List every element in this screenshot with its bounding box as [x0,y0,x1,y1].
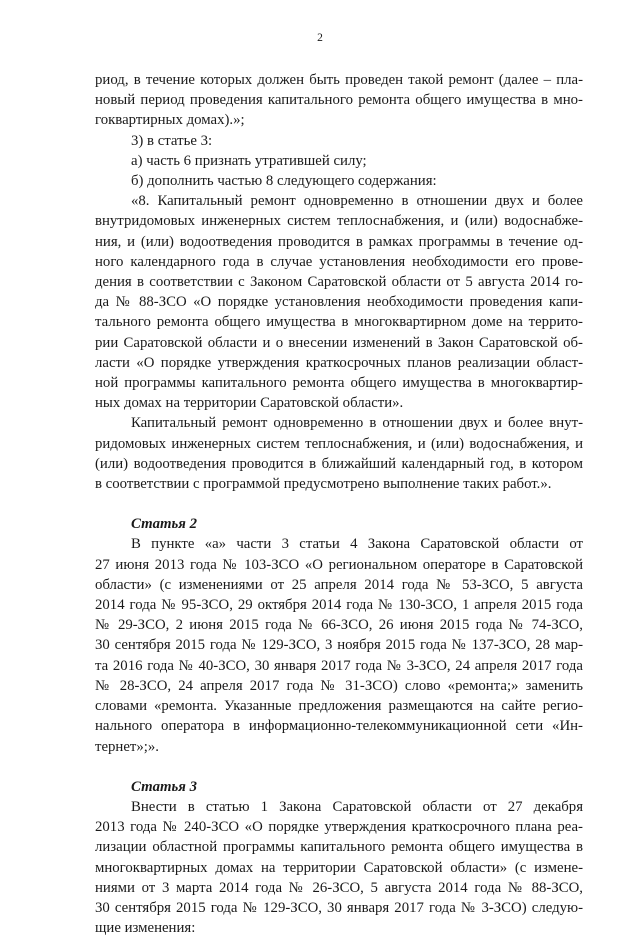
text-line: области» (с изменениями от 25 апреля 2014 года № 53-ЗСО, 5 августа [95,576,583,593]
text-line: риод, в течение которых должен быть проведен такой ремонт (далее – пла- [95,72,583,88]
text-line: ных домах на территории Саратовской области». [95,395,404,412]
list-item-3a: а) часть 6 признать утратившей силу; [131,152,367,169]
text-line: 2013 года № 240-ЗСО «О порядке утверждения краткосрочного плана реа- [95,819,583,836]
text-line: В пункте «а» части 3 статьи 4 Закона Саратовской области от [131,536,583,553]
text-line: лизации областной программы капитального ремонта общего имущества в [95,839,583,856]
article-3-body [95,797,583,938]
text-line: 27 июня 2013 года № 103-ЗСО «О региональном операторе в Саратовской [95,556,583,573]
text-line: гоквартирных домах).»; [95,112,245,129]
article-2-heading: Статья 2 [131,516,197,533]
text-line: Капитальный ремонт одновременно в отношении двух и более внут- [131,415,583,432]
text-line: ласти «О порядке утверждения краткосрочных планов реализации област- [95,354,583,371]
text-line: 30 сентября 2015 года № 129-ЗСО, 3 ноября 2015 года № 137-ЗСО, 28 мар- [95,637,583,654]
text-line: № 29-ЗСО, 2 июня 2015 года № 66-ЗСО, 26 июня 2015 года № 74-ЗСО, [95,617,583,634]
text-line: новый период проведения капитального ремонта общего имущества в мно- [95,92,583,109]
text-line: в соответствии с программой предусмотрено выполнение таких работ.». [95,476,552,493]
page-number: 2 [317,32,323,44]
text-line: да № 88-ЗСО «О порядке установления необходимости проведения капи- [95,294,583,311]
text-line: рии Саратовской области и о внесении изменений в Закон Саратовской об- [95,334,583,351]
text-line: «8. Капитальный ремонт одновременно в отношении двух и более [131,193,583,210]
text-line: многоквартирных домах на территории Саратовской области» (с измене- [95,859,583,876]
list-item-3b: б) дополнить частью 8 следующего содержания: [131,173,437,190]
text-line: ной программы капитального ремонта общего имущества в многоквартир- [95,375,583,392]
text-line: тернет»;». [95,738,159,755]
text-line: ниями от 3 марта 2014 года № 26-ЗСО, 5 августа 2014 года № 88-ЗСО, [95,879,583,896]
spacer [95,494,583,514]
document-body [95,70,583,938]
list-item-3: 3) в статье 3: [131,132,213,149]
text-line: щие изменения: [95,920,196,937]
text-line: № 28-ЗСО, 24 апреля 2017 года № 31-ЗСО) слово «ремонта;» заменить [95,677,583,694]
text-line: ридомовых инженерных систем теплоснабжения, и (или) водоснабжения, и [95,435,583,452]
article-3-heading: Статья 3 [131,778,197,795]
text-line: та 2016 года № 40-ЗСО, 30 января 2017 года № 3-ЗСО, 24 апреля 2017 года [95,657,583,674]
text-line: 30 сентября 2015 года № 129-ЗСО, 30 января 2017 года № 3-ЗСО) следую- [95,899,583,916]
article-2-body [95,534,583,756]
text-line: тального ремонта общего имущества в многоквартирном доме на террито- [95,314,583,331]
paragraph-repair-year [95,413,583,494]
text-line: (или) водоотведения проводится в ближайший календарный год, в котором [95,455,583,472]
text-line: 2014 года № 95-ЗСО, 29 октября 2014 года № 130-ЗСО, 1 апреля 2015 года [95,597,583,614]
text-line: внутридомовых инженерных систем теплоснабжения, и (или) водоснабже- [95,213,583,230]
text-line: Внести в статью 1 Закона Саратовской области от 27 декабря [131,798,583,815]
text-line: ния, и (или) водоотведения проводится в рамках программы в течение од- [95,233,583,250]
text-line: дения в соответствии с Законом Саратовской области от 5 августа 2014 го- [95,274,583,291]
text-line: нального оператора в информационно-телекоммуникационной сети «Ин- [95,718,583,735]
spacer [95,757,583,777]
paragraph-continuation [95,70,583,131]
text-line: словами «ремонта. Указанные предложения размещаются на сайте регио- [95,698,583,715]
text-line: ного календарного года в случае установления необходимости его прове- [95,253,583,270]
paragraph-part-8 [95,191,583,413]
